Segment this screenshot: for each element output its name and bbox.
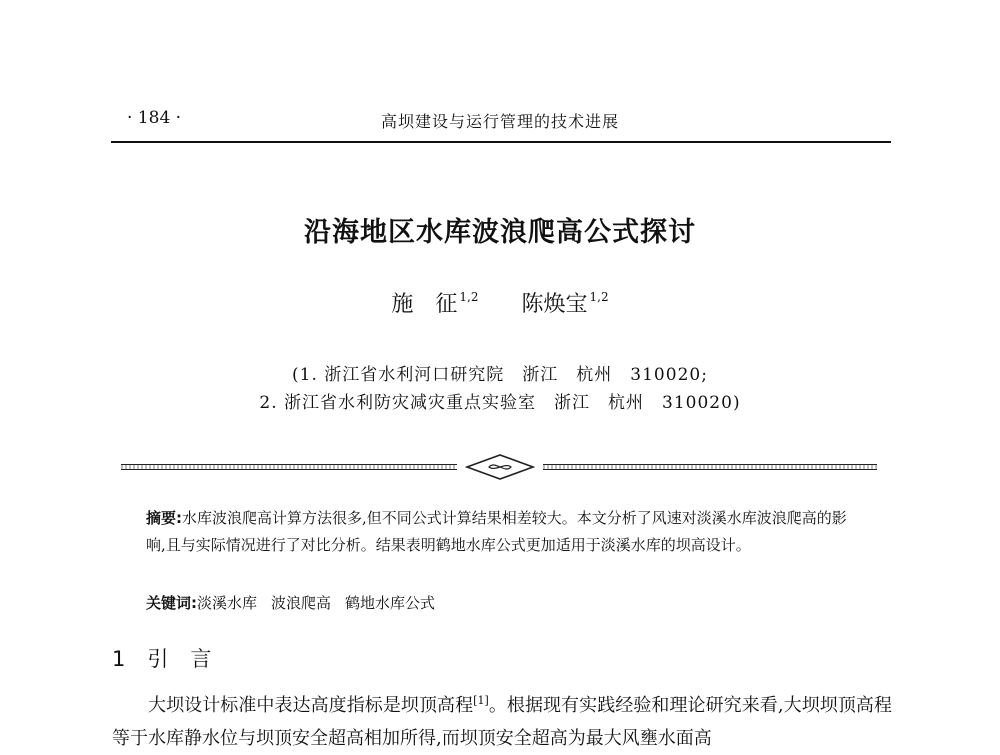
paper-title: 沿海地区水库波浪爬高公式探讨 (304, 217, 696, 248)
keyword: 波浪爬高 (271, 594, 332, 612)
section-title: 引言 (147, 647, 234, 671)
paragraph (112, 684, 892, 755)
author-name: 陈焕宝 (521, 292, 588, 317)
ornament-bar-right (543, 464, 877, 470)
paragraph-text: 大坝设计标准中表达高度指标是坝顶高程 (148, 695, 474, 716)
keyword: 鹤地水库公式 (345, 594, 436, 612)
section-heading (112, 643, 233, 673)
ornament-diamond-icon (465, 452, 535, 482)
affiliation-2: 2. 浙江省水利防灾减灾重点实验室 浙江 杭州 310020) (259, 393, 741, 413)
keyword: 淡溪水库 (197, 594, 258, 612)
author-affil-mark: 1,2 (459, 290, 479, 304)
author-1 (391, 287, 478, 318)
authors (0, 287, 1000, 318)
page-number: · 184 · (127, 108, 182, 128)
abstract (146, 505, 858, 559)
body-text (112, 684, 892, 755)
keywords-label: 关键词: (146, 594, 197, 612)
running-title: 高坝建设与运行管理的技术进展 (380, 112, 619, 131)
keywords (146, 592, 449, 613)
paragraph-text: 。根据现有实践经验和理论研究来看,大坝坝顶高程等于水库静水位与坝顶安全超高相加所得,而坝顶安全超高为最大风壅水面高 (112, 695, 892, 749)
author-2 (522, 287, 609, 318)
abstract-text: 水库波浪爬高计算方法很多,但不同公式计算结果相差较大。本文分析了风速对淡溪水库波浪爬高的影响,且与实际情况进行了对比分析。结果表明鹤地水库公式更加适用于淡溪水库的坝高设计。 (146, 509, 847, 554)
header-rule (111, 141, 891, 143)
author-affil-mark: 1,2 (589, 290, 609, 304)
citation-ref: [1] (473, 694, 489, 707)
author-name: 施 征 (391, 292, 458, 317)
ornament-bar-left (121, 464, 457, 470)
affiliation-1: (1. 浙江省水利河口研究院 浙江 杭州 310020; (292, 365, 708, 385)
section-number: 1 (112, 647, 126, 671)
abstract-label: 摘要: (146, 509, 182, 527)
